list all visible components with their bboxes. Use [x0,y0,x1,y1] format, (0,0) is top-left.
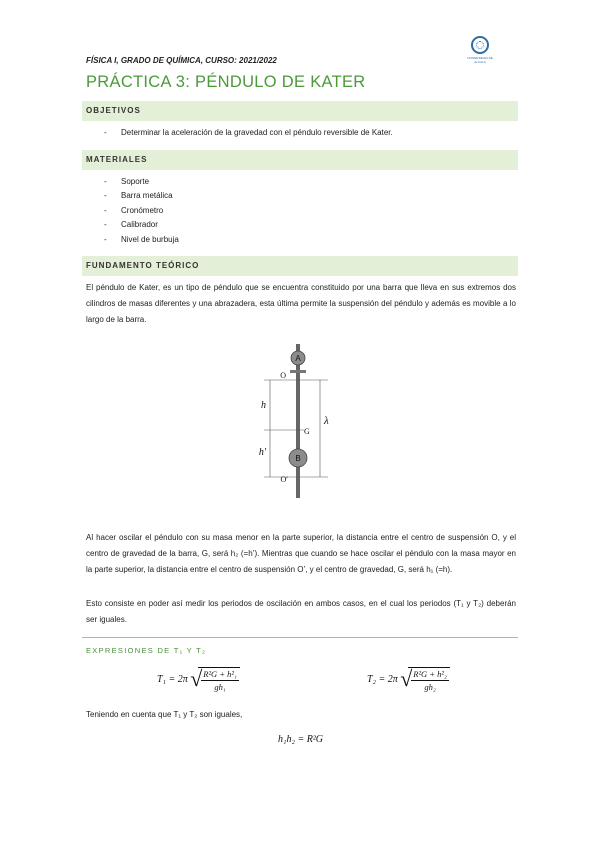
formula-t2-lhs: T₂ = 2π [367,673,398,685]
university-seal-icon [471,36,489,54]
label-h: h [261,400,266,411]
section-heading: MATERIALES [86,155,148,164]
subheading-expresiones: EXPRESIONES DE T₁ Y T₂ [86,646,207,655]
formula-t1 [157,667,240,692]
page-title: PRÁCTICA 3: PÉNDULO DE KATER [86,73,366,91]
section-heading: OBJETIVOS [86,106,141,115]
list-item: - Nivel de burbuja [104,234,179,244]
kater-pendulum-figure [258,340,338,500]
label-o: O [280,371,286,380]
label-g: G [304,427,310,436]
university-logo [467,36,493,64]
list-item: - Determinar la aceleración de la gravedad con el péndulo reversible de Kater. [104,128,393,137]
paragraph-oscillation: Al hacer oscilar el péndulo con su masa menor en la parte superior, la distancia entre el centro de suspensión O, y el centro de gravedad de la barra, G, será h₂ (=h’). Mientras que cuando se hace oscilar el péndulo con la masa mayor en la parte superior, la distancia entre el centro de suspensión O’, y el centro de gravedad, G, será h₁ (=h). [86,533,516,574]
section-heading: FUNDAMENTO TEÓRICO [86,261,200,270]
paragraph-equal: Teniendo en cuenta que T₁ y T₂ son iguales, [86,710,243,719]
formula-t1-lhs: T₁ = 2π [157,673,188,685]
formula-t2-denominator: gh₂ [424,682,436,692]
divider [82,637,518,638]
label-a: A [295,354,301,363]
section-fundamento [82,256,518,276]
list-item: - Calibrador [104,220,158,230]
materiales-list [104,175,179,247]
clamp [290,370,306,373]
paragraph-periods: Esto consiste en poder así medir los periodos de oscilación en ambos casos, en el cual los periodos (T₁ y T₂) deberán ser iguales. [86,599,516,624]
formula-h1h2: h₁h₂ = R²G [278,734,324,745]
section-objetivos [82,101,518,121]
formula-t2-numerator: R²G + h²₂ [413,669,447,679]
sqrt-t1: √ $\frac{\text{R²G + h²₁}}{\text{gh₁}}$ [190,667,240,692]
label-b: B [295,454,301,463]
formula-t1-numerator: R²G + h²₁ [203,669,237,679]
formula-t1-denominator: gh₁ [214,682,226,692]
course-header: FÍSICA I, GRADO DE QUÍMICA, CURSO: 2021/2022 [86,56,277,65]
formula-t2 [367,667,450,692]
paragraph-intro: El péndulo de Kater, es un tipo de péndulo que se encuentra constituido por una barra que lleva en sus extremos dos cilindros de masas diferentes y una abrazadera, esta última permite la suspensión del péndulo y además es movible a lo largo de la barra. [86,283,516,324]
list-item: - Soporte [104,177,150,186]
objetivos-list [104,126,393,140]
list-item: - Barra metálica [104,191,173,201]
list-item: - Cronómetro [104,205,164,215]
logo-text: UNIVERSIDAD DE ALCALÁ [467,56,493,64]
sqrt-t2: √ $\frac{\text{R²G + h²₂}}{\text{gh₂}}$ [400,667,450,692]
pendulum-bar [296,344,300,498]
label-hp: h′ [258,447,266,458]
section-materiales [82,150,518,170]
label-op: O′ [280,475,288,484]
label-lambda: λ [324,415,329,427]
